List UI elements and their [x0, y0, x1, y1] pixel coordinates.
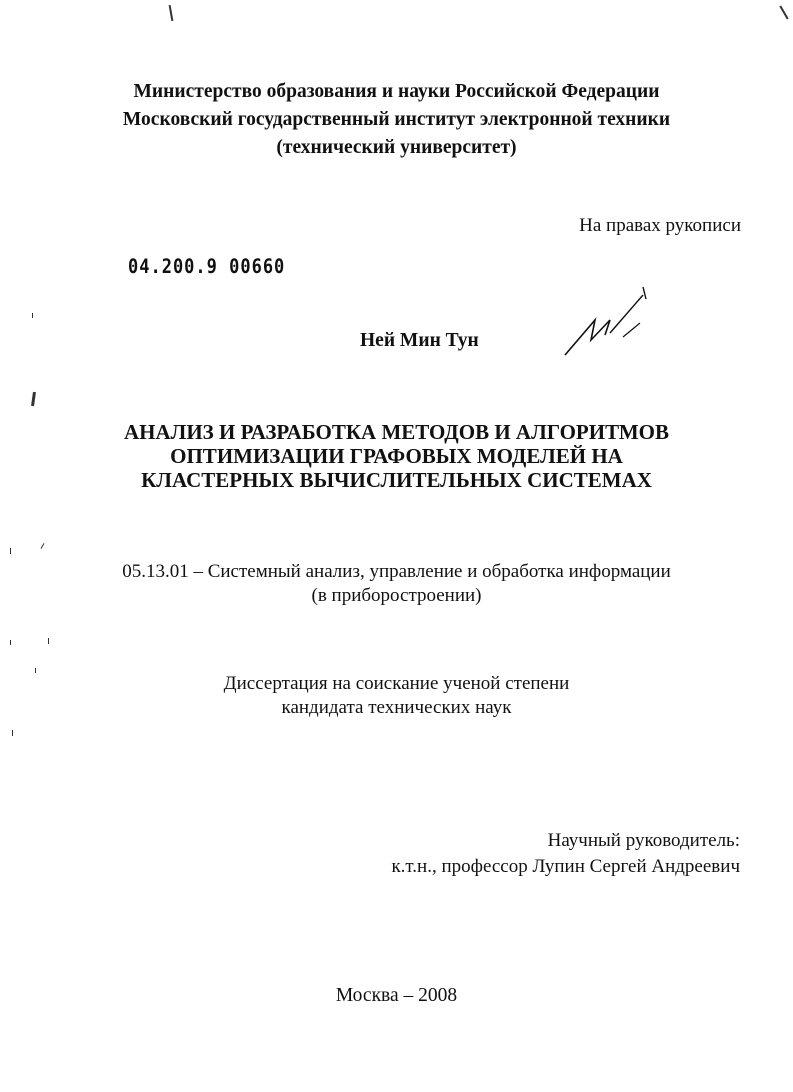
manuscript-rights-note: На правах рукописи [579, 215, 741, 236]
supervisor-block [391, 828, 740, 880]
ministry-line: Министерство образования и науки Российской Федерации [133, 81, 660, 102]
specialty-note-line: (в приборостроении) [311, 585, 482, 606]
specialty [0, 560, 793, 608]
scan-mark [12, 730, 13, 736]
scan-mark [10, 548, 11, 554]
scan-mark [31, 392, 36, 406]
supervisor-label: Научный руководитель: [547, 830, 740, 851]
signature-icon [555, 285, 655, 365]
scan-mark [779, 6, 788, 20]
institution-header [0, 78, 793, 162]
degree-statement [0, 672, 793, 720]
scan-mark [41, 543, 45, 549]
title-line: ОПТИМИЗАЦИИ ГРАФОВЫХ МОДЕЛЕЙ НА [170, 444, 623, 468]
registration-number [128, 256, 285, 279]
scan-mark [10, 640, 11, 645]
institute-line: Московский государственный институт электронной техники [122, 109, 671, 130]
scan-mark [32, 313, 33, 318]
specialty-code-line: 05.13.01 – Системный анализ, управление и обработка информации [122, 561, 671, 582]
city-year: Москва – 2008 [335, 985, 458, 1006]
author-name: Ней Мин Тун [360, 330, 479, 351]
registration-number-text: 04.200.9 00660 [128, 255, 286, 279]
university-line: (технический университет) [276, 137, 517, 158]
degree-line: Диссертация на соискание ученой степени [223, 673, 570, 694]
degree-line: кандидата технических наук [281, 697, 512, 718]
title-line: АНАЛИЗ И РАЗРАБОТКА МЕТОДОВ И АЛГОРИТМОВ [124, 420, 669, 444]
thesis-title [0, 420, 793, 492]
scan-mark [48, 638, 49, 644]
supervisor-name: к.т.н., профессор Лупин Сергей Андреевич [391, 856, 740, 877]
scan-mark [169, 5, 174, 21]
title-line: КЛАСТЕРНЫХ ВЫЧИСЛИТЕЛЬНЫХ СИСТЕМАХ [141, 468, 652, 492]
